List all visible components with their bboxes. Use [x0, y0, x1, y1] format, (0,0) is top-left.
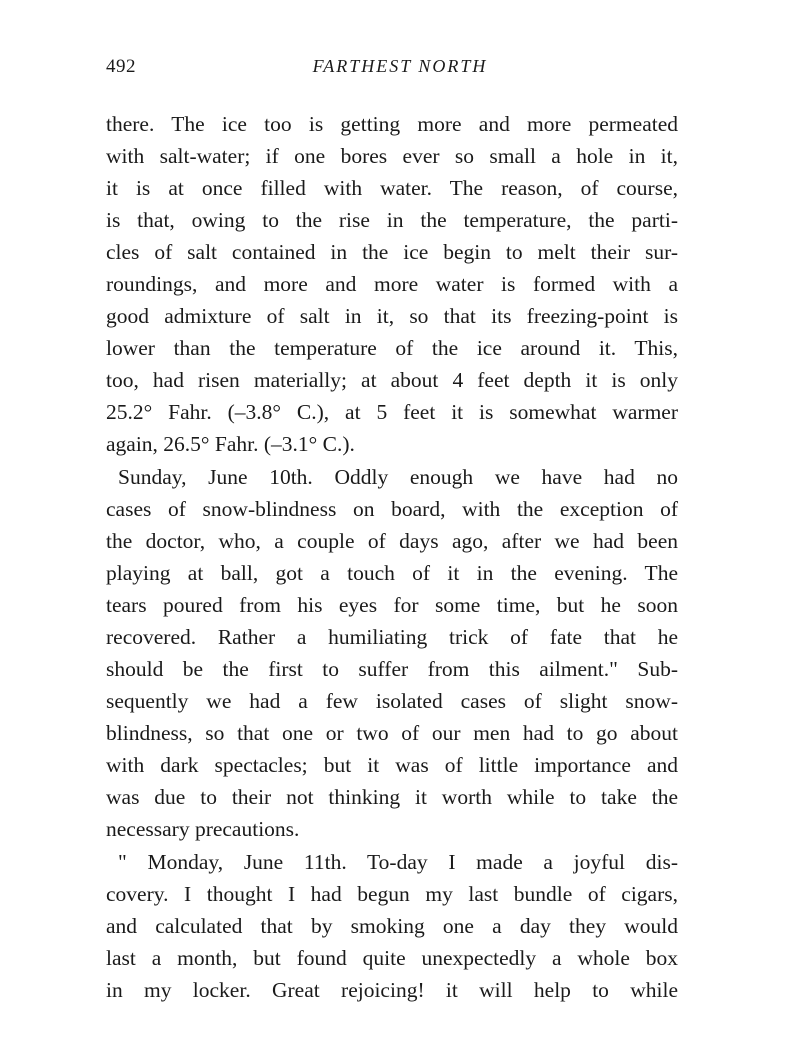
text-line: and calculated that by smoking one a day they would [106, 914, 678, 938]
text-line: cases of snow-blindness on board, with the exception of [106, 497, 678, 521]
text-line: covery. I thought I had begun my last bundle of cigars, [106, 882, 678, 906]
text-line: blindness, so that one or two of our men had to go about [106, 721, 678, 745]
text-line: with dark spectacles; but it was of little importance and [106, 753, 678, 777]
text-line: was due to their not thinking it worth while to take the [106, 785, 678, 809]
text-line: 25.2° Fahr. (–3.8° C.), at 5 feet it is somewhat warmer [106, 400, 678, 424]
text-line: cles of salt contained in the ice begin to melt their sur- [106, 240, 678, 264]
text-line: is that, owing to the rise in the temperature, the parti- [106, 208, 678, 232]
text-line: too, had risen materially; at about 4 feet depth it is only [106, 368, 678, 392]
page-number: 492 [106, 56, 136, 77]
text-line: the doctor, who, a couple of days ago, after we had been [106, 529, 678, 553]
text-line: with salt-water; if one bores ever so small a hole in it, [106, 144, 678, 168]
text-line: " Monday, June 11th. To-day I made a joyful dis- [118, 850, 678, 874]
text-line: there. The ice too is getting more and more permeated [106, 112, 678, 136]
text-line: Sunday, June 10th. Oddly enough we have had no [118, 465, 678, 489]
text-line: roundings, and more and more water is formed with a [106, 272, 678, 296]
running-head [0, 56, 800, 86]
text-line: again, 26.5° Fahr. (–3.1° C.). [106, 432, 355, 456]
text-line: it is at once filled with water. The reason, of course, [106, 176, 678, 200]
text-line: should be the first to suffer from this ailment." Sub- [106, 657, 678, 681]
text-line: necessary precautions. [106, 817, 300, 841]
running-title: FARTHEST NORTH [312, 56, 488, 76]
text-line: lower than the temperature of the ice around it. This, [106, 336, 678, 360]
text-line: tears poured from his eyes for some time, but he soon [106, 593, 678, 617]
text-line: playing at ball, got a touch of it in the evening. The [106, 561, 678, 585]
text-line: in my locker. Great rejoicing! it will help to while [106, 978, 678, 1002]
text-line: last a month, but found quite unexpectedly a whole box [106, 946, 678, 970]
text-line: good admixture of salt in it, so that its freezing-point is [106, 304, 678, 328]
text-line: recovered. Rather a humiliating trick of fate that he [106, 625, 678, 649]
text-line: sequently we had a few isolated cases of slight snow- [106, 689, 678, 713]
